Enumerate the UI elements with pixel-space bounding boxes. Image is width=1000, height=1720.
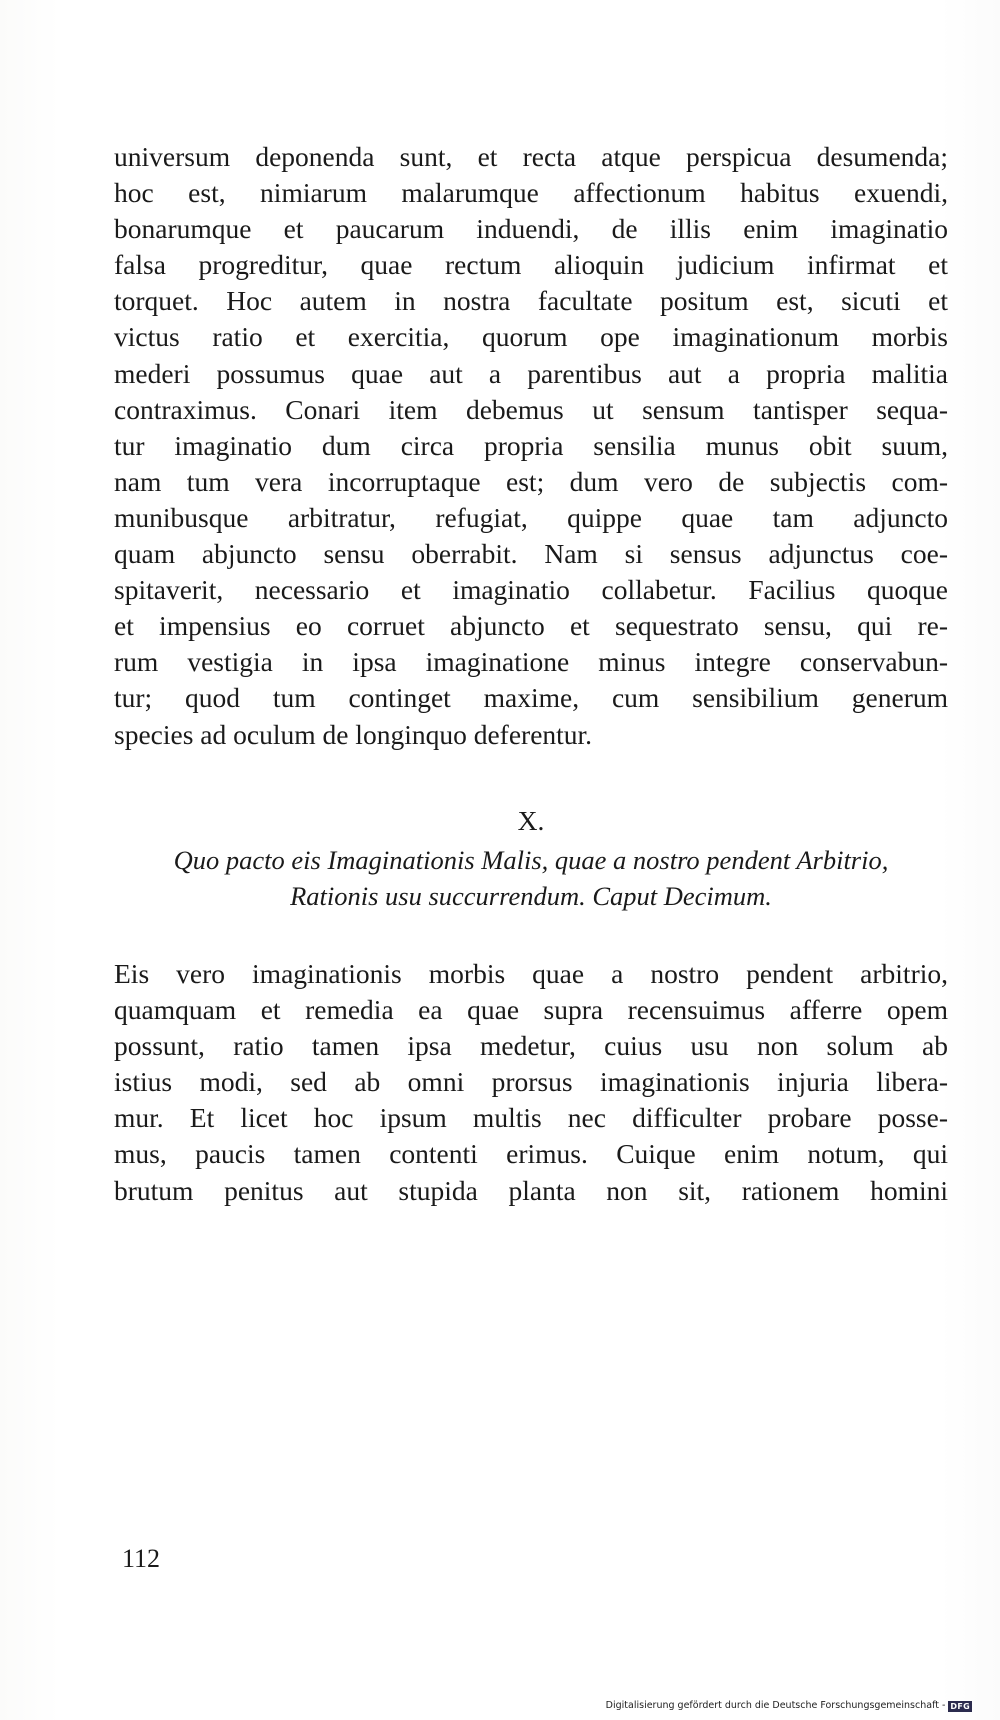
text-line: species ad oculum de longinquo deferentur. (114, 718, 593, 750)
text-line: rum vestigia in ipsa imaginatione minus integre conservabun- (114, 646, 948, 678)
text-line: nam tum vera incorruptaque est; dum vero de subjectis com- (114, 465, 948, 497)
chapter-title-line: Rationis usu succurrendum. Caput Decimum. (290, 881, 772, 911)
text-line: possunt, ratio tamen ipsa medetur, cuius usu non solum ab (114, 1030, 948, 1062)
page-number: 112 (122, 1544, 161, 1573)
chapter-title-line: Quo pacto eis Imaginationis Malis, quae a nostro pendent Arbitrio, (173, 845, 889, 875)
text-line: universum deponenda sunt, et recta atque perspicua desumenda; (114, 141, 948, 172)
paragraph-1 (114, 139, 948, 753)
text-line: mus, paucis tamen contenti erimus. Cuique enim notum, qui (114, 1138, 948, 1170)
text-line: spitaverit, necessario et imaginatio collabetur. Facilius quoque (114, 574, 948, 606)
text-line: contraximus. Conari item debemus ut sensum tantisper sequa- (114, 393, 948, 425)
text-line: quamquam et remedia ea quae supra recensuimus afferre opem (114, 994, 948, 1026)
text-line: quam abjuncto sensu oberrabit. Nam si sensus adjunctus coe- (114, 538, 948, 570)
text-line: bonarumque et paucarum induendi, de illis enim imaginatio (114, 213, 948, 245)
chapter-number: X. (517, 805, 545, 836)
text-line: falsa progreditur, quae rectum alioquin judicium infirmat et (114, 249, 948, 281)
text-line: istius modi, sed ab omni prorsus imaginationis injuria libera- (114, 1066, 948, 1098)
text-line: Eis vero imaginationis morbis quae a nostro pendent arbitrio, (114, 958, 948, 989)
text-line: mur. Et licet hoc ipsum multis nec difficulter probare posse- (114, 1102, 948, 1134)
text-line: victus ratio et exercitia, quorum ope imaginationum morbis (114, 321, 948, 353)
dfg-logo-icon: DFG (950, 1701, 970, 1711)
text-line: torquet. Hoc autem in nostra facultate positum est, sicuti et (114, 285, 948, 317)
text-line: et impensius eo corruet abjuncto et sequestrato sensu, qui re- (114, 610, 948, 642)
text-line: hoc est, nimiarum malarumque affectionum habitus exuendi, (114, 177, 948, 209)
text-line: tur; quod tum continget maxime, cum sensibilium generum (114, 682, 948, 714)
text-line: mederi possumus quae aut a parentibus aut a propria malitia (114, 357, 948, 389)
footer-text: Digitalisierung gefördert durch die Deutsche Forschungsgemeinschaft - (605, 1700, 946, 1711)
text-line: tur imaginatio dum circa propria sensilia munus obit suum, (114, 429, 948, 461)
paragraph-2 (114, 956, 948, 1209)
digitization-footer (606, 1700, 972, 1712)
text-line: brutum penitus aut stupida planta non sit, rationem homini (114, 1174, 948, 1206)
text-line: munibusque arbitratur, refugiat, quippe quae tam adjuncto (114, 501, 948, 533)
chapter-title (114, 842, 948, 914)
